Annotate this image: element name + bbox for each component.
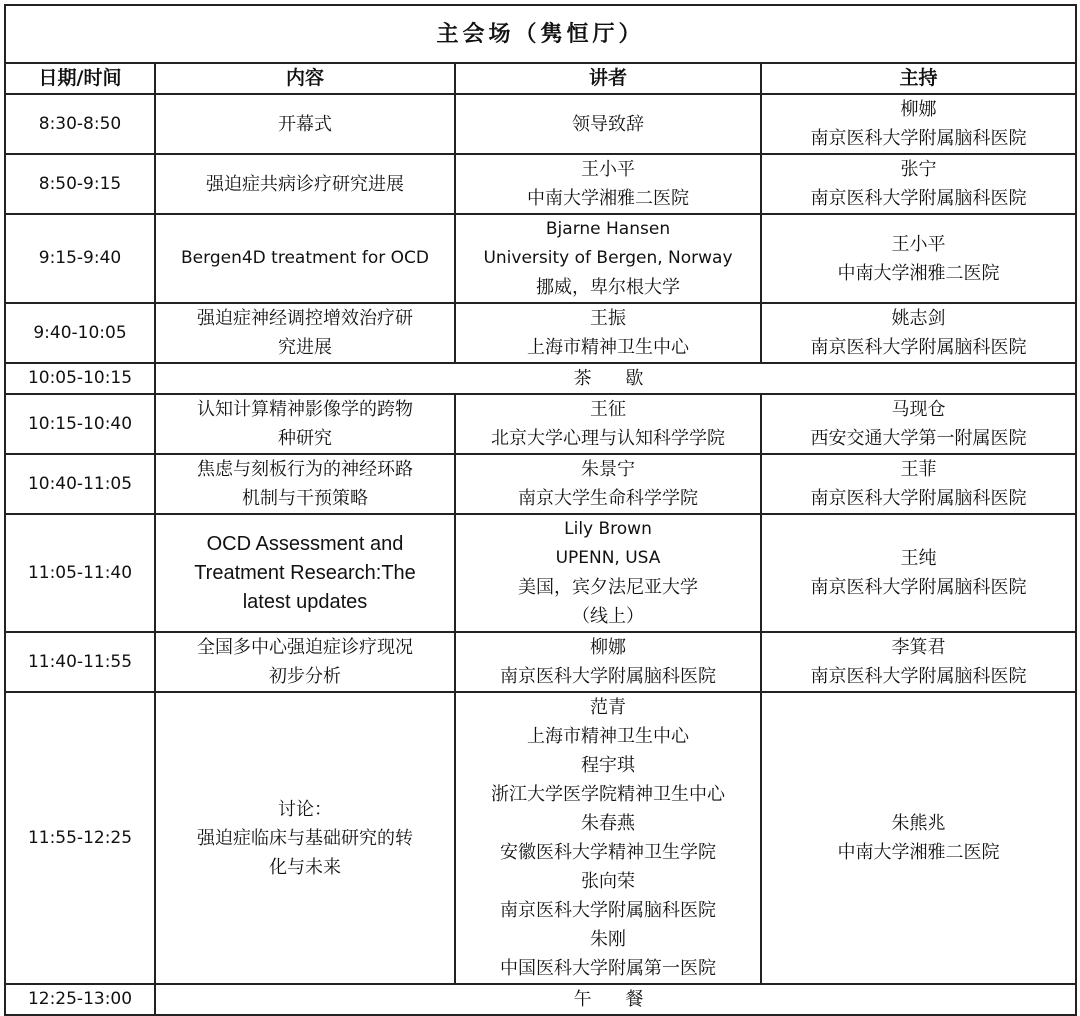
session-row: [5, 94, 1076, 154]
session-row: [5, 303, 1076, 363]
content-line: Treatment Research:The: [194, 561, 416, 584]
content-line: Bergen4D treatment for OCD: [181, 248, 429, 268]
speaker-line: 安徽医科大学精神卫生学院: [500, 842, 716, 863]
speaker-line: 领导致辞: [572, 113, 644, 135]
session-row: [5, 454, 1076, 514]
session-speaker: [455, 303, 761, 363]
session-row: [5, 214, 1076, 303]
content-line: 化与未来: [269, 856, 341, 878]
speaker-line: 南京大学生命科学学院: [518, 488, 698, 509]
speaker-line: 浙江大学医学院精神卫生中心: [491, 784, 725, 805]
session-speaker: [455, 394, 761, 454]
session-time: 11:55-12:25: [5, 692, 155, 984]
speaker-line: UPENN, USA: [555, 548, 661, 568]
session-speaker: [455, 692, 761, 984]
session-content: [155, 94, 455, 154]
content-line: 初步分析: [269, 666, 341, 687]
session-host: [761, 632, 1076, 692]
host-line: 王纯: [900, 548, 937, 569]
host-line: 南京医科大学附属脑科医院: [810, 128, 1027, 149]
session-content: [155, 214, 455, 303]
speaker-line: 柳娜: [590, 637, 626, 658]
content-line: 种研究: [278, 428, 332, 449]
content-line: 全国多中心强迫症诊疗现况: [197, 637, 413, 658]
session-speaker: [455, 214, 761, 303]
header-content: 内容: [155, 63, 455, 94]
speaker-line: （线上）: [572, 606, 644, 627]
session-time: 10:40-11:05: [5, 454, 155, 514]
speaker-line: 南京医科大学附属脑科医院: [500, 666, 716, 687]
host-line: 王小平: [891, 233, 946, 255]
host-line: 朱熊兆: [891, 813, 946, 834]
speaker-line: 美国，宾夕法尼亚大学: [518, 577, 698, 598]
host-line: 张宁: [900, 159, 937, 180]
host-line: 中南大学湘雅二医院: [837, 842, 1000, 863]
session-time: 12:25-13:00: [5, 984, 155, 1015]
content-line: latest updates: [242, 590, 368, 613]
speaker-line: Bjarne Hansen: [545, 219, 671, 239]
session-time: 9:40-10:05: [5, 303, 155, 363]
host-line: 马现仓: [891, 399, 946, 420]
session-time: 9:15-9:40: [5, 214, 155, 303]
header-time: 日期/时间: [5, 63, 155, 94]
host-line: 西安交通大学第一附属医院: [810, 428, 1027, 449]
speaker-line: 王征: [590, 399, 626, 420]
header-speaker: 讲者: [455, 63, 761, 94]
session-content: [155, 514, 455, 632]
session-time: 11:05-11:40: [5, 514, 155, 632]
session-time: 8:50-9:15: [5, 154, 155, 214]
speaker-line: 朱春燕: [581, 813, 635, 834]
schedule-table: [4, 4, 1077, 1016]
content-line: 究进展: [278, 337, 332, 358]
content-line: 机制与干预策略: [242, 488, 368, 509]
content-line: 焦虑与刻板行为的神经环路: [197, 459, 413, 480]
speaker-line: 挪威，卑尔根大学: [536, 277, 680, 298]
session-host: [761, 692, 1076, 984]
host-line: 南京医科大学附属脑科医院: [810, 188, 1027, 209]
session-content: [155, 303, 455, 363]
host-line: 南京医科大学附属脑科医院: [810, 577, 1027, 598]
session-row: [5, 632, 1076, 692]
speaker-line: 朱景宁: [581, 459, 635, 480]
session-host: [761, 303, 1076, 363]
content-line: OCD Assessment and: [206, 532, 404, 555]
speaker-line: 上海市精神卫生中心: [527, 726, 689, 747]
speaker-line: 朱刚: [590, 929, 626, 950]
speaker-line: 上海市精神卫生中心: [527, 337, 689, 358]
host-line: 李箕君: [891, 637, 946, 658]
speaker-line: Lily Brown: [564, 519, 652, 539]
speaker-line: 中国医科大学附属第一医院: [500, 958, 716, 979]
title-row: [5, 5, 1076, 63]
session-speaker: [455, 632, 761, 692]
host-line: 柳娜: [900, 99, 937, 120]
break-label: 午 餐: [155, 984, 1076, 1015]
content-line: 强迫症共病诊疗研究进展: [206, 173, 404, 195]
speaker-line: University of Bergen, Norway: [483, 248, 733, 268]
session-host: [761, 454, 1076, 514]
session-speaker: [455, 514, 761, 632]
speaker-line: 范青: [590, 697, 626, 718]
session-host: [761, 94, 1076, 154]
speaker-line: 王小平: [581, 159, 635, 180]
session-row: [5, 154, 1076, 214]
host-line: 姚志剑: [891, 308, 946, 329]
header-row: [5, 63, 1076, 94]
session-content: [155, 394, 455, 454]
speaker-line: 南京医科大学附属脑科医院: [500, 900, 716, 921]
host-line: 中南大学湘雅二医院: [837, 262, 1000, 284]
speaker-line: 张向荣: [581, 871, 635, 892]
content-line: 讨论：: [278, 798, 332, 820]
content-line: 认知计算精神影像学的跨物: [197, 399, 413, 420]
content-line: 强迫症临床与基础研究的转: [197, 827, 413, 849]
session-time: 10:05-10:15: [5, 363, 155, 394]
session-host: [761, 214, 1076, 303]
session-time: 11:40-11:55: [5, 632, 155, 692]
session-content: [155, 632, 455, 692]
session-content: [155, 154, 455, 214]
session-host: [761, 154, 1076, 214]
session-speaker: [455, 454, 761, 514]
schedule-body: [5, 5, 1076, 1015]
content-line: 强迫症神经调控增效治疗研: [197, 308, 413, 329]
session-speaker: [455, 94, 761, 154]
break-row: [5, 984, 1076, 1015]
session-time: 10:15-10:40: [5, 394, 155, 454]
session-speaker: [455, 154, 761, 214]
speaker-line: 中南大学湘雅二医院: [527, 188, 689, 209]
session-row: [5, 394, 1076, 454]
speaker-line: 程宇琪: [581, 755, 635, 776]
session-row: [5, 692, 1076, 984]
speaker-line: 北京大学心理与认知科学学院: [491, 428, 725, 449]
content-line: 开幕式: [278, 113, 332, 135]
session-time: 8:30-8:50: [5, 94, 155, 154]
venue-title: 主会场（隽恒厅）: [5, 5, 1076, 63]
session-content: [155, 454, 455, 514]
speaker-line: 王振: [590, 308, 626, 329]
header-host: 主持: [761, 63, 1076, 94]
session-content: [155, 692, 455, 984]
break-label: 茶 歇: [155, 363, 1076, 394]
break-row: [5, 363, 1076, 394]
host-line: 南京医科大学附属脑科医院: [810, 666, 1027, 687]
host-line: 南京医科大学附属脑科医院: [810, 337, 1027, 358]
host-line: 南京医科大学附属脑科医院: [810, 488, 1027, 509]
session-host: [761, 514, 1076, 632]
host-line: 王菲: [900, 459, 937, 480]
session-host: [761, 394, 1076, 454]
session-row: [5, 514, 1076, 632]
